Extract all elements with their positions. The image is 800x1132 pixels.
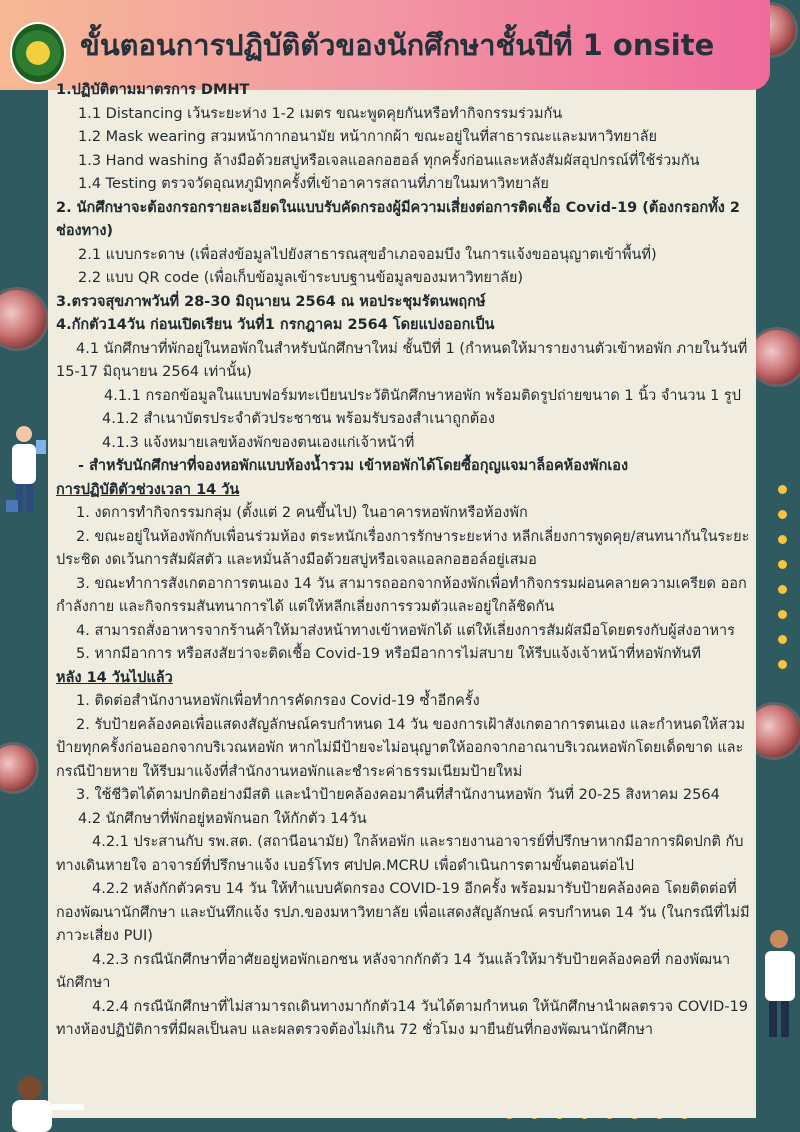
- list-item: 2.2 แบบ QR code (เพื่อเก็บข้อมูลเข้าระบบฐานข้อมูลของมหาวิทยาลัย): [78, 270, 524, 286]
- paragraph-4-2-2: 4.2.2 หลังกักตัวครบ 14 วัน ให้ทำแบบคัดกรอง COVID-19 อีกครั้ง พร้อมมารับป้ายคล้องคอ โดยติดต่อที่กองพัฒนานักศึกษา และบันทึกแจ้ง รปภ.ของมหาวิทยาลัย เพื่อแสดงสัญลักษณ์ ครบกำหนด 14 วัน (ในกรณีที่ไม่มีภาวะเสี่ยง PUI): [56, 881, 750, 944]
- list-item: 1.4 Testing ตรวจวัดอุณหภูมิทุกครั้งที่เข้าอาคารสถานที่ภายในมหาวิทยาลัย: [78, 176, 549, 192]
- dorm-note: - สำหรับนักศึกษาที่จองหอพักแบบห้องน้ำรวม เข้าหอพักได้โดยซื้อกุญแจมาล็อคห้องพักเอง: [78, 458, 629, 474]
- doctor-illustration-icon: [2, 420, 52, 520]
- university-logo-icon: [10, 22, 66, 84]
- virus-icon: [0, 290, 46, 348]
- list-item: 2. ขณะอยู่ในห้องพักกับเพื่อนร่วมห้อง ตระหนักเรื่องการรักษาระยะห่าง หลีกเลี่ยงการพูดคุย/สนทนากันในระยะประชิด งดเว้นการสัมผัสตัว และหมั่นล้างมือด้วยสบู่หรือเจลแอลกอฮอล์อยู่เสมอ: [56, 528, 750, 568]
- paragraph-4-2-1: 4.2.1 ประสานกับ รพ.สต. (สถานีอนามัย) ใกล้หอพัก และรายงานอาจารย์ที่ปรึกษาหากมีอาการผิดปกติ กับทางเดินหายใจ อาจารย์ที่ปรึกษาแจ้ง เบอร์โทร ศปปค.MCRU เพื่อดำเนินการตามขั้นตอนต่อไป: [56, 834, 744, 874]
- list-item: 1. ติดต่อสำนักงานหอพักเพื่อทำการคัดกรอง Covid-19 ซ้ำอีกครั้ง: [76, 693, 480, 709]
- paragraph-4-1-3: 4.1.3 แจ้งหมายเลขห้องพักของตนเองแก่เจ้าหน้าที่: [102, 434, 415, 451]
- list-item: 2.1 แบบกระดาษ (เพื่อส่งข้อมูลไปยังสาธารณสุขอำเภอจอมบึง ในการแจ้งขออนุญาตเข้าพื้นที่): [78, 246, 657, 263]
- list-item: 3. ขณะทำการสังเกตอาการตนเอง 14 วัน สามารถออกจากห้องพักเพื่อทำกิจกรรมผ่อนคลายความเครียด ออกกำลังกาย และกิจกรรมสันทนาการได้ แต่ให้หลีกเลี่ยงการรวมตัวและอยู่ใกล้ชิดกัน: [56, 575, 747, 615]
- doctor-illustration-icon: [755, 925, 800, 1045]
- list-item: 1.1 Distancing เว้นระยะห่าง 1-2 เมตร ขณะพูดคุยกันหรือทำกิจกรรมร่วมกัน: [78, 105, 563, 122]
- paragraph-4-1: 4.1 นักศึกษาที่พักอยู่ในหอพักในสำหรับนักศึกษาใหม่ ชั้นปีที่ 1 (กำหนดให้มารายงานตัวเข้าหอพัก ภายในวันที่ 15-17 มิถุนายน 2564 เท่านั้น): [56, 340, 748, 380]
- paragraph-4-2-3: 4.2.3 กรณีนักศึกษาที่อาศัยอยู่หอพักเอกชน หลังจากกักตัว 14 วันแล้วให้มารับป้ายคล้องคอที่ กองพัฒนานักศึกษา: [56, 951, 731, 991]
- list-item: 5. หากมีอาการ หรือสงสัยว่าจะติดเชื้อ Covid-19 หรือมีอาการไม่สบาย ให้รีบแจ้งเจ้าหน้าที่หอพักทันที: [76, 646, 701, 662]
- doctor-illustration-icon: [0, 1070, 90, 1132]
- after-14-days-heading: หลัง 14 วันไปแล้ว: [56, 669, 173, 686]
- paragraph-4-2: 4.2 นักศึกษาที่พักอยู่หอพักนอก ให้กักตัว 14วัน: [78, 810, 367, 827]
- section-4-heading: 4.กักตัว14วัน ก่อนเปิดเรียน วันที่1 กรกฎาคม 2564 โดยแบ่งออกเป็น: [56, 317, 495, 333]
- document-content: [56, 79, 756, 1043]
- page-title: ขั้นตอนการปฏิบัติตัวของนักศึกษาชั้นปีที่ 1 onsite: [80, 28, 715, 62]
- paragraph-4-1-1: 4.1.1 กรอกข้อมูลในแบบฟอร์มทะเบียนประวัตินักศึกษาหอพัก พร้อมติดรูปถ่ายขนาด 1 นิ้ว จำนวน 1 รูป: [104, 387, 741, 404]
- virus-icon: [750, 330, 800, 384]
- title-banner: [0, 0, 770, 90]
- paragraph-4-1-2: 4.1.2 สำเนาบัตรประจำตัวประชาชน พร้อมรับรองสำเนาถูกต้อง: [102, 411, 495, 427]
- list-item: 3. ใช้ชีวิตได้ตามปกติอย่างมีสติ และนำป้ายคล้องคอมาคืนที่สำนักงานหอพัก วันที่ 20-25 สิงหาคม 2564: [76, 787, 720, 803]
- list-item: 1.3 Hand washing ล้างมือด้วยสบู่หรือเจลแอลกอฮอล์ ทุกครั้งก่อนและหลังสัมผัสอุปกรณ์ที่ใช้ร่วมกัน: [78, 152, 700, 169]
- list-item: 1. งดการทำกิจกรรมกลุ่ม (ตั้งแต่ 2 คนขึ้นไป) ในอาคารหอพักหรือห้องพัก: [76, 505, 528, 521]
- virus-icon: [0, 745, 36, 791]
- section-2-heading: 2. นักศึกษาจะต้องกรอกรายละเอียดในแบบรับคัดกรองผู้มีความเสี่ยงต่อการติดเชื้อ Covid-19 (ต้องกรอกทั้ง 2 ช่องทาง): [56, 199, 740, 239]
- paragraph-4-2-4: 4.2.4 กรณีนักศึกษาที่ไม่สามารถเดินทางมากักตัว14 วันได้ตามกำหนด ให้นักศึกษานำผลตรวจ COVID-19 ทางห้องปฏิบัติการที่มีผลเป็นลบ และผลตรวจต้องไม่เกิน 72 ชั่วโมง มายืนยันที่กองพัฒนานักศึกษา: [56, 998, 749, 1038]
- list-item: 2. รับป้ายคล้องคอเพื่อแสดงสัญลักษณ์ครบกำหนด 14 วัน ของการเฝ้าสังเกตอาการตนเอง และกำหนดให้สวมป้ายทุกครั้งก่อนออกจากบริเวณหอพัก หากไม่มีป้ายจะไม่อนุญาตให้ออกจากอาณาบริเวณหอพักโดยเด็ดขาด และกรณีป้ายหาย ให้รีบมาแจ้งที่สำนักงานหอพักและชำระค่าธรรมเนียมป้ายใหม่: [56, 716, 746, 780]
- list-item: 1.2 Mask wearing สวมหน้ากากอนามัย หน้ากากผ้า ขณะอยู่ในที่สาธารณะและมหาวิทยาลัย: [78, 129, 658, 145]
- section-3-heading: 3.ตรวจสุขภาพวันที่ 28-30 มิถุนายน 2564 ณ หอประชุมรัตนพฤกษ์: [56, 293, 486, 310]
- section-1-heading: 1.ปฏิบัติตามมาตรการ DMHT: [56, 82, 250, 98]
- during-14-days-heading: การปฏิบัติตัวช่วงเวลา 14 วัน: [56, 481, 240, 498]
- list-item: 4. สามารถสั่งอาหารจากร้านค้าให้มาส่งหน้าทางเข้าหอพักได้ แต่ให้เลี่ยงการสัมผัสมือโดยตรงกับผู้ส่งอาหาร: [76, 622, 735, 639]
